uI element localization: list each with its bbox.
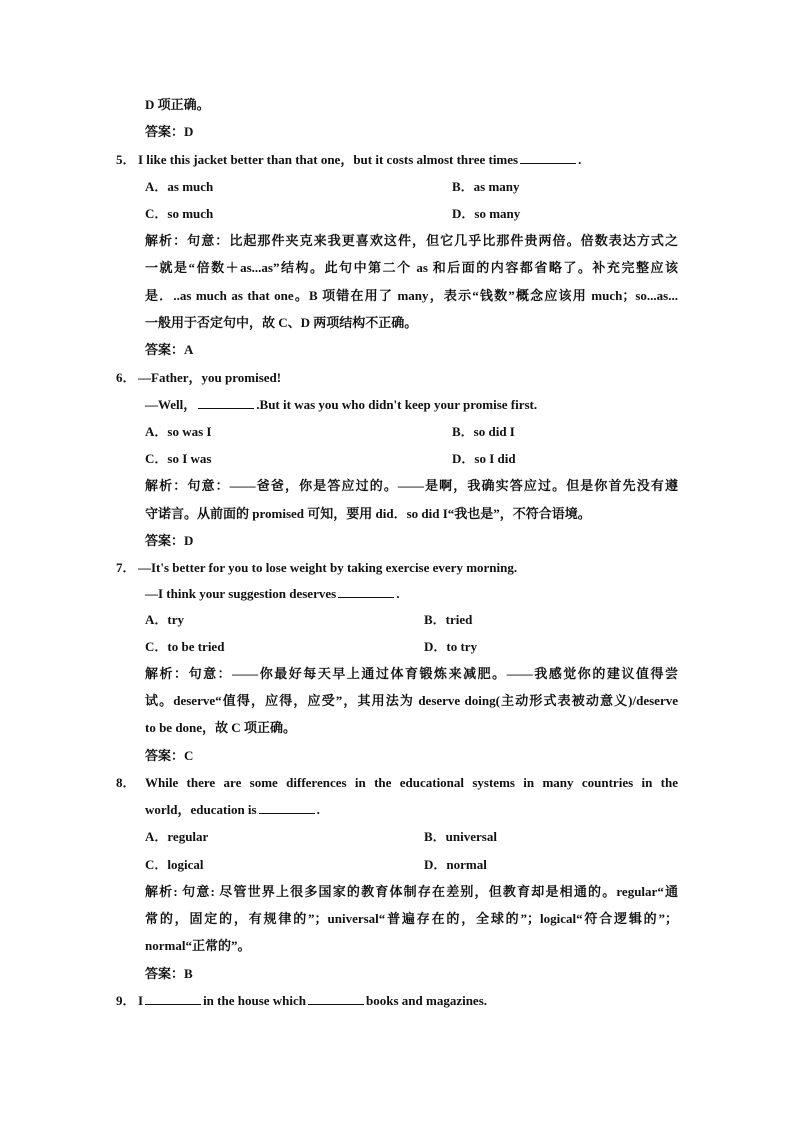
q5-explanation-line: 解析：句意：比起那件夹克来我更喜欢这件，但它几乎比那件贵两倍。倍数表达方式之 — [145, 233, 678, 248]
q6-answer: 答案：D — [145, 533, 194, 548]
q9-blank-2 — [308, 993, 364, 1005]
q8-answer: 答案：B — [145, 966, 193, 981]
q8-explanation-line: normal“正常的”。 — [145, 938, 251, 953]
q7-option-b: B．tried — [424, 612, 473, 627]
q5-explanation-line: 一就是“倍数＋as...as”结构。此句中第二个 as 和后面的内容都省略了。补充完整应该 — [145, 260, 678, 275]
q5-answer: 答案：A — [145, 342, 194, 357]
q5-number: 5． — [116, 152, 136, 167]
q6-stem-text: —Well， — [145, 397, 197, 412]
q6-option-a: A．so was I — [145, 424, 212, 439]
q8-option-d: D．normal — [424, 857, 487, 872]
q9-stem-text: I — [138, 993, 144, 1008]
q6-stem-line2 — [145, 397, 537, 413]
q6-stem-line1: —Father，you promised! — [138, 370, 282, 385]
q7-stem-end: . — [396, 586, 400, 601]
q7-stem-line1: —It's better for you to lose weight by taking exercise every morning. — [138, 560, 518, 575]
q5-blank — [520, 152, 576, 164]
q8-option-b: B．universal — [424, 829, 497, 844]
q9-number: 9． — [116, 993, 136, 1008]
q6-option-b: B．so did I — [452, 424, 515, 439]
q5-option-d: D．so many — [452, 206, 521, 221]
q8-blank — [259, 802, 315, 814]
q8-option-a: A．regular — [145, 829, 209, 844]
q6-option-c: C．so I was — [145, 451, 212, 466]
q9-blank-1 — [145, 993, 201, 1005]
q8-stem-end: . — [316, 802, 320, 817]
q7-number: 7． — [116, 560, 136, 575]
q7-explanation-line: 试。deserve“值得，应得，应受”，其用法为 deserve doing(主动形式表被动意义)/deserve — [145, 693, 678, 708]
q5-stem-end: . — [578, 152, 582, 167]
q7-stem-text: —I think your suggestion deserves — [145, 586, 337, 601]
q6-explanation-line: 解析：句意：——爸爸，你是答应过的。——是啊，我确实答应过。但是你首先没有遵 — [145, 478, 678, 493]
q8-stem-line1: While there are some differences in the educational systems in many countries in the — [145, 775, 678, 790]
q5-option-b: B．as many — [452, 179, 520, 194]
q7-explanation-line: to be done，故 C 项正确。 — [145, 720, 296, 735]
q5-stem — [138, 152, 581, 168]
q9-stem-text: books and magazines. — [366, 993, 488, 1008]
q8-explanation-line: 解析: 句意: 尽管世界上很多国家的教育体制存在差别，但教育却是相通的。regular“通 — [145, 884, 678, 899]
q8-explanation-line: 常的，固定的，有规律的”；universal“普遍存在的，全球的”；logical“符合逻辑的”； — [145, 911, 678, 926]
q8-option-c: C．logical — [145, 857, 204, 872]
q7-explanation-line: 解析：句意：——你最好每天早上通过体育锻炼来减肥。——我感觉你的建议值得尝 — [145, 666, 678, 681]
q6-number: 6． — [116, 370, 136, 385]
q7-option-d: D．to try — [424, 639, 478, 654]
q7-option-c: C．to be tried — [145, 639, 225, 654]
q8-stem-text: world，education is — [145, 802, 257, 817]
q7-blank — [338, 586, 394, 598]
prev-explanation-tail: D 项正确。 — [145, 97, 210, 112]
q5-explanation-line: 是．..as much as that one。B 项错在用了 many，表示“钱数”概念应该用 much；so...as... — [145, 288, 678, 303]
q7-stem-line2 — [145, 586, 399, 602]
q6-option-d: D．so I did — [452, 451, 516, 466]
q9-stem-text: in the house which — [203, 993, 307, 1008]
q5-stem-text: I like this jacket better than that one，but it costs almost three times — [138, 152, 519, 167]
q7-answer: 答案：C — [145, 748, 194, 763]
q7-option-a: A．try — [145, 612, 184, 627]
q8-stem-line2 — [145, 802, 320, 818]
q8-number: 8． — [116, 775, 136, 790]
q6-blank — [198, 397, 254, 409]
prev-answer: 答案：D — [145, 124, 194, 139]
q5-option-a: A．as much — [145, 179, 214, 194]
q6-stem-end: .But it was you who didn't keep your promise first. — [256, 397, 538, 412]
q5-explanation-line: 一般用于否定句中，故 C、D 两项结构不正确。 — [145, 315, 418, 330]
q5-option-c: C．so much — [145, 206, 214, 221]
q9-stem — [138, 993, 487, 1009]
q6-explanation-line: 守诺言。从前面的 promised 可知，要用 did．so did I“我也是”，不符合语境。 — [145, 506, 591, 521]
